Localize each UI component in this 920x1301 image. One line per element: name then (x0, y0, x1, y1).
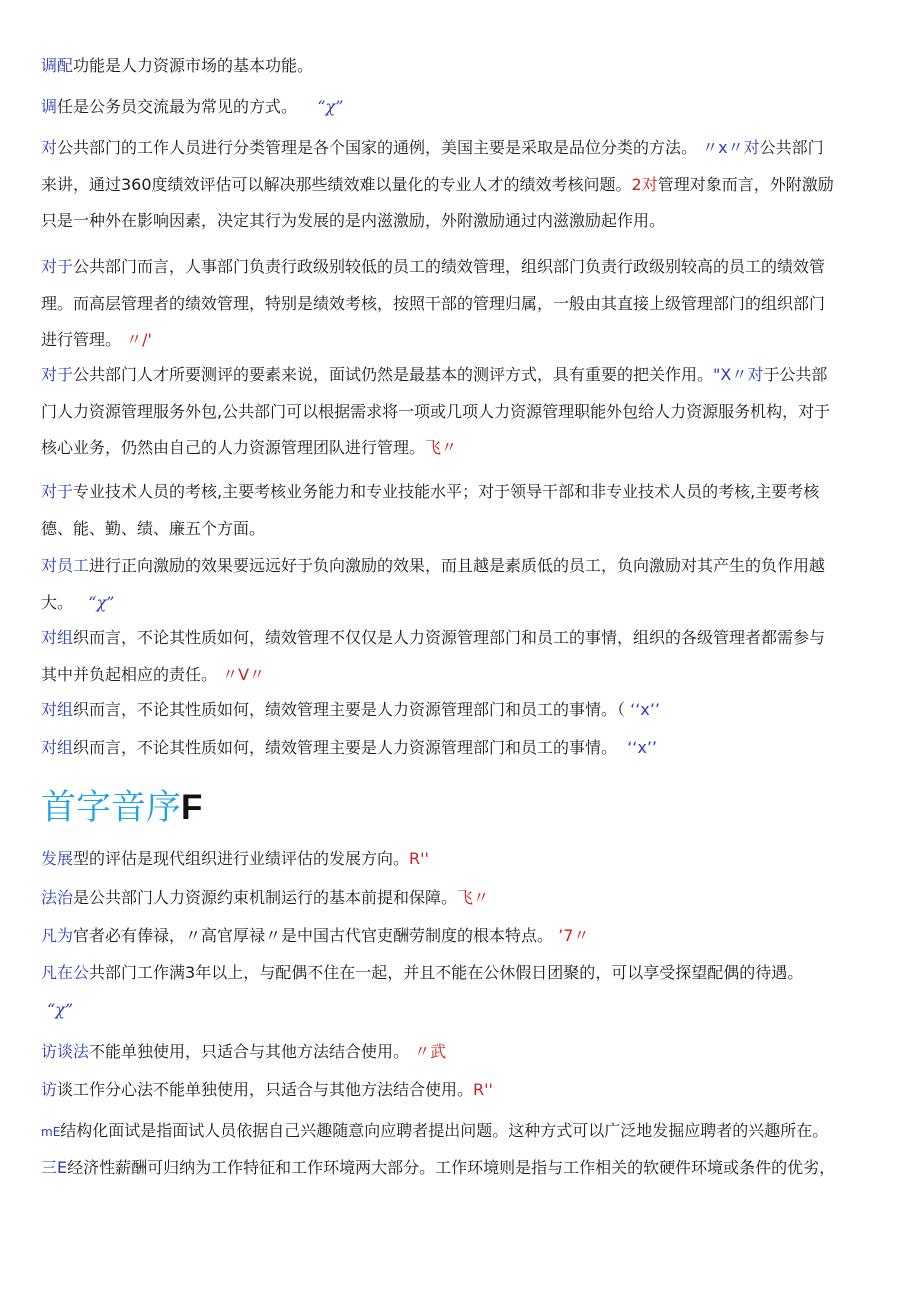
entry-lead: 调配 (41, 56, 74, 75)
entry-lead: 凡为 (41, 926, 74, 945)
entry-paragraph (41, 841, 886, 878)
answer-mark: “χ” (88, 592, 115, 612)
answer-mark: ‘‘x’’ (630, 700, 660, 719)
entry-paragraph (41, 1150, 886, 1187)
entry-text: 于公共部 (763, 365, 828, 384)
entry-lead: 对于 (41, 365, 74, 384)
entry-text: 公共部门 (759, 138, 824, 157)
entry-paragraph (41, 474, 886, 547)
entry-text: 织而言，不论其性质如何，绩效管理主要是人力资源管理部门和员工的事情。 (73, 738, 618, 757)
entry-lead: 2对 (631, 174, 658, 194)
entry-lead: 法治 (41, 888, 74, 907)
entry-text: 经济性薪酬可归纳为工作特征和工作环境两大部分。工作环境则是指与工作相关的软硬件环境或条件的优劣， (67, 1158, 836, 1177)
entry-text: 来讲，通过360度绩效评估可以解决那些绩效难以量化的专业人才的绩效考核问题。 (41, 174, 632, 194)
entry-text: 公共部门的工作人员进行分类管理是各个国家的通例，美国主要是采取是品位分类的方法。 (57, 138, 698, 157)
answer-mark: 飞〃 (457, 888, 490, 907)
answer-mark: ‘‘x’’ (627, 738, 658, 757)
entry-text: 织而言，不论其性质如何，绩效管理不仅仅是人力资源管理部门和员工的事情，组织的各级管理者都需参与 (73, 628, 826, 647)
entry-text: 专业技术人员的考核,主要考核业务能力和专业技能水平；对于领导干部和非专业技术人员的考核,主要考核 (73, 482, 820, 501)
entry-paragraph (41, 130, 886, 240)
answer-mark: ’7〃 (558, 926, 590, 945)
entry-lead: 访谈法 (41, 1042, 90, 1061)
entry-paragraph (41, 918, 886, 955)
entry-lead: 调 (41, 97, 58, 116)
answer-mark: 〃/' (126, 330, 152, 349)
entry-lead: 对于 (41, 257, 74, 276)
entry-text: 谈工作分心法不能单独使用，只适合与其他方法结合使用。 (57, 1080, 474, 1099)
entry-text: 公共部门人才所要测评的要素来说，面试仍然是最基本的测评方式，具有重要的把关作用。 (73, 365, 714, 384)
entry-text: 共部门工作满3年以上，与配偶不住在一起，并且不能在公休假日团聚的，可以享受探望配偶的待遇。 (89, 963, 804, 982)
entry-text: 进行正向激励的效果要远远好于负向激励的效果，而且越是素质低的员工，负向激励对其产生的负作用越 (89, 556, 826, 575)
entry-lead: 对 (743, 138, 760, 157)
entry-text: 门人力资源管理服务外包,公共部门可以根据需求将一项或几项人力资源管理职能外包给人力资源服务机构，对于 (41, 401, 831, 421)
entry-lead: 对 (747, 365, 764, 384)
answer-mark: 〃x〃 (702, 138, 744, 157)
entry-lead: 发展 (41, 849, 74, 868)
answer-mark: 〃武 (414, 1042, 447, 1061)
answer-mark: 飞〃 (425, 438, 458, 457)
entry-paragraph (41, 357, 886, 467)
entry-lead: 对 (41, 138, 58, 157)
entry-text: 公共部门而言，人事部门负责行政级别较低的员工的绩效管理，组织部门负责行政级别较高的员工的绩效管 (73, 257, 826, 276)
entry-text: 进行管理。 (41, 330, 122, 349)
heading-letter: F (181, 788, 203, 827)
answer-mark: 〃V〃 (222, 664, 266, 684)
answer-mark: R'' (473, 1080, 493, 1099)
entry-lead: 对于 (41, 482, 74, 501)
entry-paragraph (41, 880, 886, 917)
heading-main: 首字音序 (41, 788, 182, 828)
entry-paragraph (41, 1034, 886, 1071)
entry-paragraph (41, 249, 886, 359)
entry-text: 核心业务，仍然由自己的人力资源管理团队进行管理。 (41, 438, 426, 457)
entry-paragraph (41, 1072, 886, 1109)
answer-mark: “χ” (317, 97, 344, 116)
entry-paragraph (41, 692, 886, 729)
entry-lead: 对组 (41, 700, 74, 719)
entry-paragraph (41, 730, 886, 767)
entry-lead: 三E (41, 1158, 68, 1177)
answer-mark: "X〃 (713, 365, 748, 384)
entry-text: 型的评估是现代组织进行业绩评估的发展方向。 (73, 849, 410, 868)
entry-lead: 对员工 (41, 556, 90, 575)
entry-text: 是公共部门人力资源约束机制运行的基本前提和保障。 (73, 888, 458, 907)
entry-paragraph (41, 48, 886, 85)
entry-text: 其中并负起相应的责任。 (41, 664, 218, 684)
entry-paragraph (41, 620, 886, 693)
entry-paragraph (41, 89, 886, 126)
entry-text: 只是一种外在影响因素，决定其行为发展的是内滋激励，外附激励通过内滋激励起作用。 (41, 211, 666, 230)
section-heading (41, 783, 202, 833)
entry-text: 管理对象而言，外附激励 (657, 174, 834, 194)
entry-paragraph (41, 1113, 886, 1151)
entry-lead: 对组 (41, 738, 74, 757)
entry-text: 官者必有俸禄，〃高官厚禄〃是中国古代官吏酬劳制度的根本特点。 (73, 926, 554, 945)
entry-paragraph (41, 955, 886, 1028)
answer-mark: “χ” (47, 999, 74, 1019)
entry-text: 不能单独使用，只适合与其他方法结合使用。 (89, 1042, 410, 1061)
entry-lead: 对组 (41, 628, 74, 647)
entry-text: 理。而高层管理者的绩效管理，特别是绩效考核，按照干部的管理归属，一般由其直接上级管理部门的组织部门 (41, 293, 826, 313)
entry-text: 任是公务员交流最为常见的方式。 (57, 97, 298, 116)
entry-text: 织而言，不论其性质如何，绩效管理主要是人力资源管理部门和员工的事情。（ (73, 700, 626, 719)
answer-mark: R'' (409, 849, 429, 868)
entry-text: 功能是人力资源市场的基本功能。 (73, 56, 314, 75)
entry-lead: 凡在公 (41, 963, 90, 982)
entry-text: 大。 (41, 592, 74, 612)
entry-text: 结构化面试是指面试人员依据自己兴趣随意向应聘者提出问题。这种方式可以广泛地发掘应聘者的兴趣所在。 (60, 1121, 829, 1140)
entry-paragraph (41, 548, 886, 621)
entry-text: 德、能、勤、绩、廉五个方面。 (41, 518, 266, 538)
entry-lead: 访 (41, 1080, 58, 1099)
entry-lead: mE (41, 1125, 61, 1139)
